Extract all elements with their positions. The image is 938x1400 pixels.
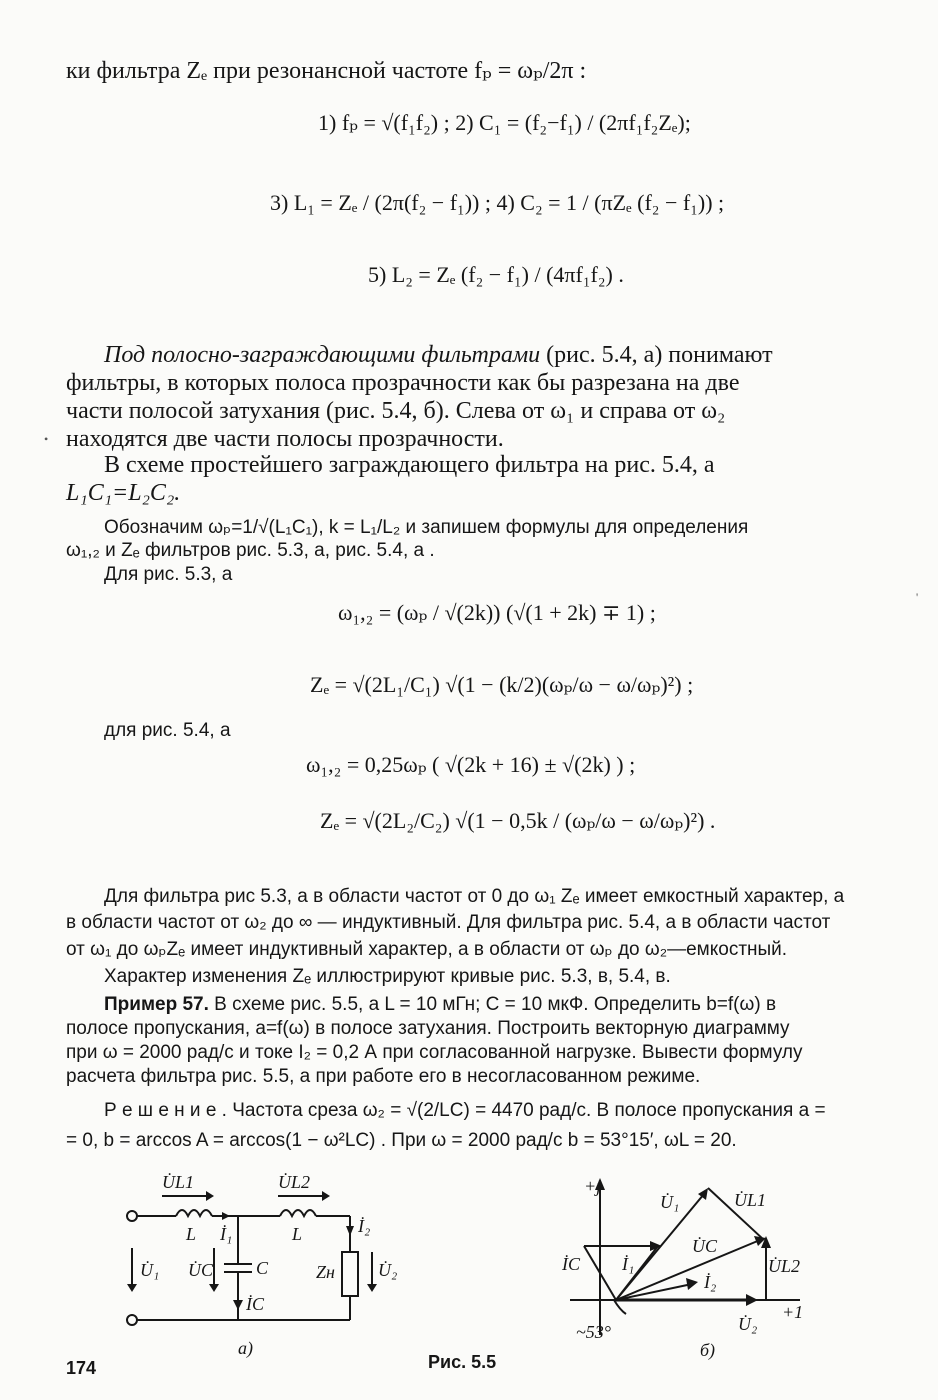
solution-line1: Р е ш е н и е . Частота среза ω₂ = √(2/LC) = 4470 рад/с. В полосе пропускания a = xyxy=(104,1100,826,1121)
arrow-i1 xyxy=(222,1212,230,1220)
label-ul1: U̇L1 xyxy=(162,1172,195,1192)
label-sub-a: а) xyxy=(238,1338,253,1358)
formula-zc-53: Zₑ = √(2L₁/C₁) √(1 − (k/2)(ωₚ/ω − ω/ωₚ)²) ; xyxy=(310,672,694,697)
inductor-l2 xyxy=(280,1210,316,1216)
formula-fp-c1: 1) fₚ = √(f₁f₂) ; 2) C₁ = (f₂−f₁) / (2πf₁f₂Zₑ); xyxy=(318,110,691,135)
label-ic: İC xyxy=(562,1254,580,1274)
label-i1: İ₁ xyxy=(220,1224,233,1244)
inductor-l1 xyxy=(176,1210,212,1216)
label-u2: U̇₂ xyxy=(378,1260,398,1280)
formula-omega-53: ω₁,₂ = (ωₚ / √(2k)) (√(1 + 2k) ∓ 1) ; xyxy=(338,600,656,625)
example-line2: полосе пропускания, a=f(ω) в полосе затухания. Построить векторную диаграмму xyxy=(66,1018,790,1039)
terminal-in-bottom xyxy=(127,1315,137,1325)
solution-line2: = 0, b = arccos A = arccos(1 − ω²LC) . При ω = 2000 рад/с b = 53°15′, ωL = 20. xyxy=(66,1130,737,1151)
para5: Характер изменения Zₑ иллюстрируют кривые рис. 5.3, в, 5.4, в. xyxy=(104,966,671,987)
arrow-i2 xyxy=(346,1226,354,1236)
vector-uc xyxy=(616,1240,760,1300)
example-line1: Пример 57. В схеме рис. 5.5, а L = 10 мГн; C = 10 мкФ. Определить b=f(ω) в xyxy=(104,994,777,1015)
load-zn xyxy=(342,1252,358,1296)
terminal-in-top xyxy=(127,1211,137,1221)
para4-line2: в области частот от ω₂ до ∞ — индуктивный. Для фильтра рис. 5.4, а в области частот xyxy=(66,912,831,933)
label-u2: U̇₂ xyxy=(738,1314,758,1334)
formula-l1-c2: 3) L₁ = Zₑ / (2π(f₂ − f₁)) ; 4) C₂ = 1 / (πZₑ (f₂ − f₁)) ; xyxy=(270,190,725,215)
formula-l2: 5) L₂ = Zₑ (f₂ − f₁) / (4πf₁f₂) . xyxy=(368,262,624,287)
example-label: Пример 57. xyxy=(104,994,209,1015)
para2-line1: В схеме простейшего заграждающего фильтра на рис. 5.4, а xyxy=(104,452,715,478)
label-zn: Zн xyxy=(316,1262,335,1282)
figure-caption: Рис. 5.5 xyxy=(428,1352,497,1372)
para1-line2: фильтры, в которых полоса прозрачности как бы разрезана на две xyxy=(66,370,740,396)
formula-zc-54: Zₑ = √(2L₂/C₂) √(1 − 0,5k / (ωₚ/ω − ω/ωₚ)²) . xyxy=(320,808,716,833)
arrow-ic xyxy=(233,1300,243,1310)
example-line4: расчета фильтра рис. 5.5, а при работе его в несогласованном режиме. xyxy=(66,1066,701,1087)
label-fig54: для рис. 5.4, а xyxy=(104,720,231,741)
label-angle: ~53° xyxy=(576,1322,611,1342)
term-band-stop-filters: Под полосно-заграждающими фильтрами xyxy=(104,342,541,368)
label-plus-1: +1 xyxy=(782,1302,804,1322)
label-u1: U̇₁ xyxy=(660,1192,680,1212)
label-ul1: U̇L1 xyxy=(734,1190,767,1210)
label-u1: U̇₁ xyxy=(140,1260,160,1280)
example-line3: при ω = 2000 рад/с и токе I₂ = 0,2 А при согласованной нагрузке. Вывести формулу xyxy=(66,1042,803,1063)
para4-line1: Для фильтра рис 5.3, а в области частот от 0 до ω₁ Zₑ имеет емкостный характер, а xyxy=(104,886,845,907)
intro-line: ки фильтра Zₑ при резонансной частоте fₚ = ωₚ/2π : xyxy=(66,58,587,84)
label-i1: İ₁ xyxy=(622,1254,635,1274)
label-plus-j: +j xyxy=(584,1176,602,1196)
angle-arc xyxy=(614,1300,626,1314)
formula-omega-54: ω₁,₂ = 0,25ωₚ ( √(2k + 16) ± √(2k) ) ; xyxy=(306,752,636,777)
para1-line1: Под полосно-заграждающими фильтрами (рис. 5.4, а) понимают xyxy=(104,342,773,368)
para3-line3: Для рис. 5.3, а xyxy=(104,564,233,585)
solution-label: Р е ш е н и е . xyxy=(104,1100,227,1121)
label-ul2: U̇L2 xyxy=(768,1256,801,1276)
para4-line3: от ω₁ до ωₚZₑ имеет индуктивный характер, а в области от ωₚ до ω₂—емкостный. xyxy=(66,939,788,960)
label-c: C xyxy=(256,1258,269,1278)
para1-line4: находятся две части полосы прозрачности. xyxy=(66,426,504,452)
label-i2: İ₂ xyxy=(358,1216,371,1236)
vector-diagram xyxy=(540,1160,840,1360)
para1-line3: части полосой затухания (рис. 5.4, б). Слева от ω₁ и справа от ω₂ xyxy=(66,398,726,424)
para3-line1: Обозначим ωₚ=1/√(L₁C₁), k = L₁/L₂ и запишем формулы для определения xyxy=(104,517,749,538)
para3-line2: ω₁,₂ и Zₑ фильтров рис. 5.3, а, рис. 5.4, а . xyxy=(66,540,435,561)
circuit-diagram xyxy=(110,1160,410,1360)
para2-line2: L₁C₁=L₂C₂. xyxy=(66,480,181,506)
label-ic: İC xyxy=(246,1294,264,1314)
label-uc: U̇C xyxy=(692,1236,718,1256)
label-l-b: L xyxy=(292,1224,303,1244)
label-ul2: U̇L2 xyxy=(278,1172,311,1192)
page-number: 174 xyxy=(66,1358,97,1378)
label-uc: U̇C xyxy=(188,1260,214,1280)
label-i2: İ₂ xyxy=(704,1272,717,1292)
label-sub-b: б) xyxy=(700,1340,716,1360)
label-l-a: L xyxy=(186,1224,197,1244)
